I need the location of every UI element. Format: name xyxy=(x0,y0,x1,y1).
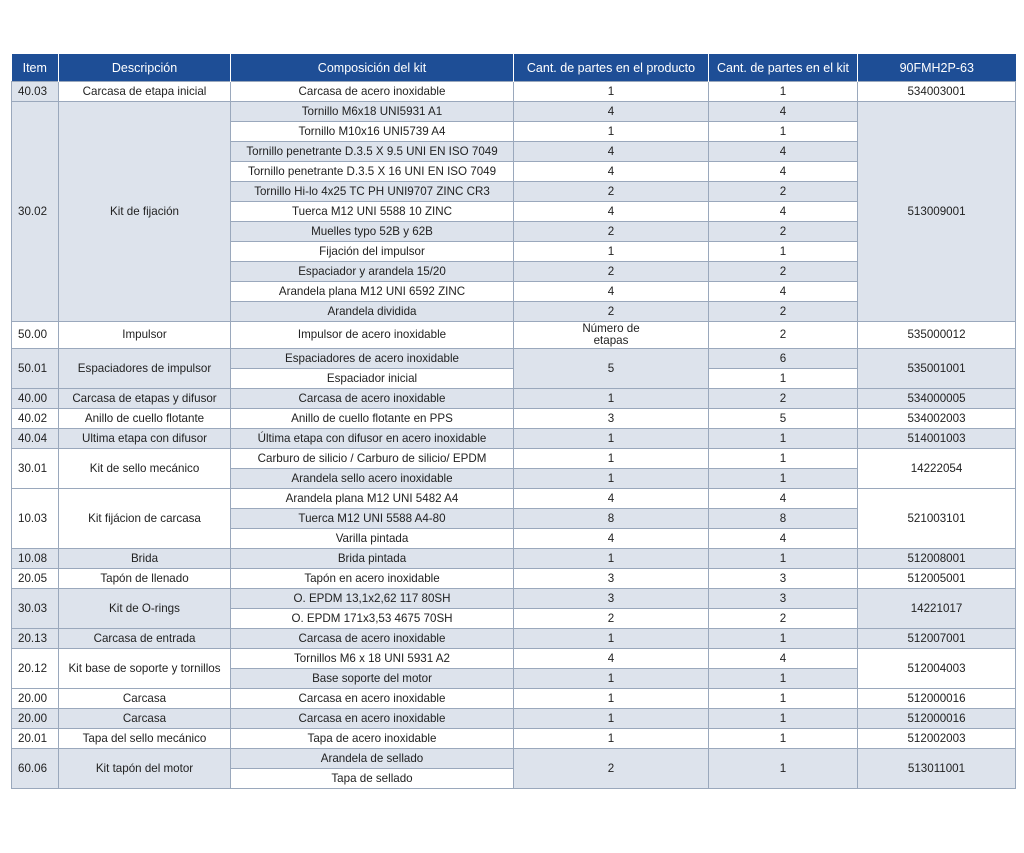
code-cell: 512000016 xyxy=(858,689,1016,709)
qty-product-cell: 4 xyxy=(514,162,709,182)
description-cell: Kit de fijación xyxy=(59,102,231,322)
description-cell: Kit base de soporte y tornillos xyxy=(59,649,231,689)
qty-kit-cell: 4 xyxy=(709,162,858,182)
item-cell: 40.00 xyxy=(12,389,59,409)
qty-kit-cell: 4 xyxy=(709,529,858,549)
table-row xyxy=(12,449,1016,469)
code-cell: 514001003 xyxy=(858,429,1016,449)
table-row xyxy=(12,349,1016,369)
qty-product-cell: 1 xyxy=(514,629,709,649)
qty-kit-cell: 2 xyxy=(709,322,858,349)
qty-kit-cell: 1 xyxy=(709,729,858,749)
code-cell: 535000012 xyxy=(858,322,1016,349)
composition-cell: Espaciador inicial xyxy=(231,369,514,389)
qty-product-cell xyxy=(514,322,709,349)
composition-cell: Tornillo Hi-lo 4x25 TC PH UNI9707 ZINC CR3 xyxy=(231,182,514,202)
header-model-code: 90FMH2P-63 xyxy=(858,54,1016,82)
qty-kit-cell: 6 xyxy=(709,349,858,369)
qty-kit-cell: 4 xyxy=(709,489,858,509)
code-cell: 14222054 xyxy=(858,449,1016,489)
description-cell: Kit tapón del motor xyxy=(59,749,231,789)
qty-product-cell: 1 xyxy=(514,122,709,142)
composition-cell: Fijación del impulsor xyxy=(231,242,514,262)
qty-kit-cell: 1 xyxy=(709,82,858,102)
item-cell: 50.01 xyxy=(12,349,59,389)
qty-product-cell: 2 xyxy=(514,182,709,202)
code-cell: 512002003 xyxy=(858,729,1016,749)
qty-kit-cell: 1 xyxy=(709,242,858,262)
item-cell: 30.01 xyxy=(12,449,59,489)
qty-kit-cell: 2 xyxy=(709,182,858,202)
composition-cell: Tornillos M6 x 18 UNI 5931 A2 xyxy=(231,649,514,669)
item-cell: 40.04 xyxy=(12,429,59,449)
qty-kit-cell: 2 xyxy=(709,222,858,242)
composition-cell: Tapón en acero inoxidable xyxy=(231,569,514,589)
composition-cell: Tapa de acero inoxidable xyxy=(231,729,514,749)
code-cell: 521003101 xyxy=(858,489,1016,549)
item-cell: 40.02 xyxy=(12,409,59,429)
table-row xyxy=(12,389,1016,409)
composition-cell: O. EPDM 171x3,53 4675 70SH xyxy=(231,609,514,629)
qty-product-cell: 1 xyxy=(514,449,709,469)
qty-kit-cell: 4 xyxy=(709,649,858,669)
description-cell: Tapa del sello mecánico xyxy=(59,729,231,749)
table-row xyxy=(12,589,1016,609)
composition-cell: Tornillo M10x16 UNI5739 A4 xyxy=(231,122,514,142)
composition-cell: Arandela dividida xyxy=(231,302,514,322)
composition-cell: Carcasa en acero inoxidable xyxy=(231,689,514,709)
header-qty-product: Cant. de partes en el producto xyxy=(514,54,709,82)
qty-product-text: Número de etapas xyxy=(582,322,640,347)
description-cell: Ultima etapa con difusor xyxy=(59,429,231,449)
item-cell: 30.02 xyxy=(12,102,59,322)
description-cell: Anillo de cuello flotante xyxy=(59,409,231,429)
qty-product-cell: 2 xyxy=(514,222,709,242)
qty-kit-cell: 1 xyxy=(709,669,858,689)
description-cell: Espaciadores de impulsor xyxy=(59,349,231,389)
code-cell: 512004003 xyxy=(858,649,1016,689)
code-cell: 512008001 xyxy=(858,549,1016,569)
qty-product-cell: 4 xyxy=(514,529,709,549)
qty-kit-cell: 1 xyxy=(709,549,858,569)
qty-product-cell: 3 xyxy=(514,409,709,429)
composition-cell: Carcasa de acero inoxidable xyxy=(231,629,514,649)
item-cell: 60.06 xyxy=(12,749,59,789)
description-cell: Tapón de llenado xyxy=(59,569,231,589)
qty-product-cell: 1 xyxy=(514,429,709,449)
item-cell: 20.00 xyxy=(12,689,59,709)
qty-product-cell: 2 xyxy=(514,302,709,322)
qty-product-cell: 4 xyxy=(514,142,709,162)
code-cell: 513009001 xyxy=(858,102,1016,322)
composition-cell: Varilla pintada xyxy=(231,529,514,549)
table-row xyxy=(12,749,1016,769)
composition-cell: Tornillo penetrante D.3.5 X 16 UNI EN ISO 7049 xyxy=(231,162,514,182)
composition-cell: Brida pintada xyxy=(231,549,514,569)
item-cell: 20.13 xyxy=(12,629,59,649)
qty-product-cell: 4 xyxy=(514,489,709,509)
qty-product-cell: 4 xyxy=(514,102,709,122)
qty-product-cell: 1 xyxy=(514,549,709,569)
composition-cell: Tornillo penetrante D.3.5 X 9.5 UNI EN ISO 7049 xyxy=(231,142,514,162)
qty-kit-cell: 2 xyxy=(709,302,858,322)
composition-cell: Tapa de sellado xyxy=(231,769,514,789)
composition-cell: Anillo de cuello flotante en PPS xyxy=(231,409,514,429)
composition-cell: Impulsor de acero inoxidable xyxy=(231,322,514,349)
qty-kit-cell: 1 xyxy=(709,469,858,489)
qty-kit-cell: 5 xyxy=(709,409,858,429)
composition-cell: Última etapa con difusor en acero inoxidable xyxy=(231,429,514,449)
qty-product-cell: 4 xyxy=(514,649,709,669)
description-cell: Carcasa xyxy=(59,709,231,729)
code-cell: 512005001 xyxy=(858,569,1016,589)
qty-product-cell: 1 xyxy=(514,242,709,262)
table-row xyxy=(12,102,1016,122)
item-cell: 20.01 xyxy=(12,729,59,749)
code-cell: 534002003 xyxy=(858,409,1016,429)
qty-kit-cell: 1 xyxy=(709,689,858,709)
qty-product-cell: 8 xyxy=(514,509,709,529)
table-row xyxy=(12,429,1016,449)
qty-kit-cell: 4 xyxy=(709,282,858,302)
composition-cell: O. EPDM 13,1x2,62 117 80SH xyxy=(231,589,514,609)
qty-product-cell: 1 xyxy=(514,389,709,409)
composition-cell: Espaciador y arandela 15/20 xyxy=(231,262,514,282)
header-qty-kit: Cant. de partes en el kit xyxy=(709,54,858,82)
qty-product-cell: 2 xyxy=(514,262,709,282)
composition-cell: Muelles typo 52B y 62B xyxy=(231,222,514,242)
table-row xyxy=(12,729,1016,749)
description-cell: Carcasa de etapa inicial xyxy=(59,82,231,102)
table-row xyxy=(12,649,1016,669)
table-row xyxy=(12,569,1016,589)
code-cell: 534000005 xyxy=(858,389,1016,409)
composition-cell: Carburo de silicio / Carburo de silicio/ EPDM xyxy=(231,449,514,469)
item-cell: 20.00 xyxy=(12,709,59,729)
qty-product-cell: 1 xyxy=(514,469,709,489)
qty-kit-cell: 1 xyxy=(709,709,858,729)
item-cell: 20.12 xyxy=(12,649,59,689)
composition-cell: Carcasa en acero inoxidable xyxy=(231,709,514,729)
code-cell: 512000016 xyxy=(858,709,1016,729)
qty-kit-cell: 3 xyxy=(709,589,858,609)
qty-product-cell: 1 xyxy=(514,669,709,689)
composition-cell: Carcasa de acero inoxidable xyxy=(231,82,514,102)
item-cell: 20.05 xyxy=(12,569,59,589)
parts-table-container xyxy=(11,54,1015,789)
qty-product-cell: 1 xyxy=(514,82,709,102)
qty-kit-cell: 2 xyxy=(709,389,858,409)
table-row xyxy=(12,709,1016,729)
header-item: Item xyxy=(12,54,59,82)
qty-kit-cell: 1 xyxy=(709,429,858,449)
description-cell: Kit de O-rings xyxy=(59,589,231,629)
table-row xyxy=(12,322,1016,349)
table-row xyxy=(12,549,1016,569)
qty-product-cell: 1 xyxy=(514,709,709,729)
code-cell: 513011001 xyxy=(858,749,1016,789)
qty-product-cell: 4 xyxy=(514,282,709,302)
description-cell: Kit de sello mecánico xyxy=(59,449,231,489)
item-cell: 10.08 xyxy=(12,549,59,569)
qty-kit-cell: 1 xyxy=(709,749,858,789)
description-cell: Carcasa de etapas y difusor xyxy=(59,389,231,409)
composition-cell: Base soporte del motor xyxy=(231,669,514,689)
qty-product-cell: 3 xyxy=(514,589,709,609)
table-row xyxy=(12,82,1016,102)
qty-product-cell: 1 xyxy=(514,729,709,749)
qty-kit-cell: 3 xyxy=(709,569,858,589)
qty-kit-cell: 2 xyxy=(709,609,858,629)
qty-kit-cell: 1 xyxy=(709,629,858,649)
header-composition: Composición del kit xyxy=(231,54,514,82)
qty-product-cell: 5 xyxy=(514,349,709,389)
composition-cell: Arandela sello acero inoxidable xyxy=(231,469,514,489)
table-row xyxy=(12,489,1016,509)
qty-kit-cell: 2 xyxy=(709,262,858,282)
table-row xyxy=(12,629,1016,649)
header-row xyxy=(12,54,1016,82)
qty-kit-cell: 1 xyxy=(709,122,858,142)
parts-table xyxy=(11,54,1016,789)
description-cell: Carcasa xyxy=(59,689,231,709)
description-cell: Impulsor xyxy=(59,322,231,349)
code-cell: 14221017 xyxy=(858,589,1016,629)
qty-product-cell: 4 xyxy=(514,202,709,222)
qty-kit-cell: 4 xyxy=(709,202,858,222)
description-cell: Brida xyxy=(59,549,231,569)
item-cell: 10.03 xyxy=(12,489,59,549)
composition-cell: Carcasa de acero inoxidable xyxy=(231,389,514,409)
code-cell: 534003001 xyxy=(858,82,1016,102)
qty-product-cell: 2 xyxy=(514,749,709,789)
item-cell: 30.03 xyxy=(12,589,59,629)
composition-cell: Tornillo M6x18 UNI5931 A1 xyxy=(231,102,514,122)
composition-cell: Arandela plana M12 UNI 6592 ZINC xyxy=(231,282,514,302)
description-cell: Kit fijácion de carcasa xyxy=(59,489,231,549)
composition-cell: Tuerca M12 UNI 5588 10 ZINC xyxy=(231,202,514,222)
composition-cell: Espaciadores de acero inoxidable xyxy=(231,349,514,369)
header-description: Descripción xyxy=(59,54,231,82)
qty-kit-cell: 4 xyxy=(709,142,858,162)
code-cell: 512007001 xyxy=(858,629,1016,649)
table-row xyxy=(12,409,1016,429)
composition-cell: Arandela plana M12 UNI 5482 A4 xyxy=(231,489,514,509)
code-cell: 535001001 xyxy=(858,349,1016,389)
composition-cell: Tuerca M12 UNI 5588 A4-80 xyxy=(231,509,514,529)
qty-product-cell: 1 xyxy=(514,689,709,709)
qty-kit-cell: 8 xyxy=(709,509,858,529)
qty-kit-cell: 4 xyxy=(709,102,858,122)
item-cell: 50.00 xyxy=(12,322,59,349)
item-cell: 40.03 xyxy=(12,82,59,102)
qty-kit-cell: 1 xyxy=(709,449,858,469)
description-cell: Carcasa de entrada xyxy=(59,629,231,649)
qty-kit-cell: 1 xyxy=(709,369,858,389)
qty-product-cell: 2 xyxy=(514,609,709,629)
table-row xyxy=(12,689,1016,709)
composition-cell: Arandela de sellado xyxy=(231,749,514,769)
qty-product-cell: 3 xyxy=(514,569,709,589)
